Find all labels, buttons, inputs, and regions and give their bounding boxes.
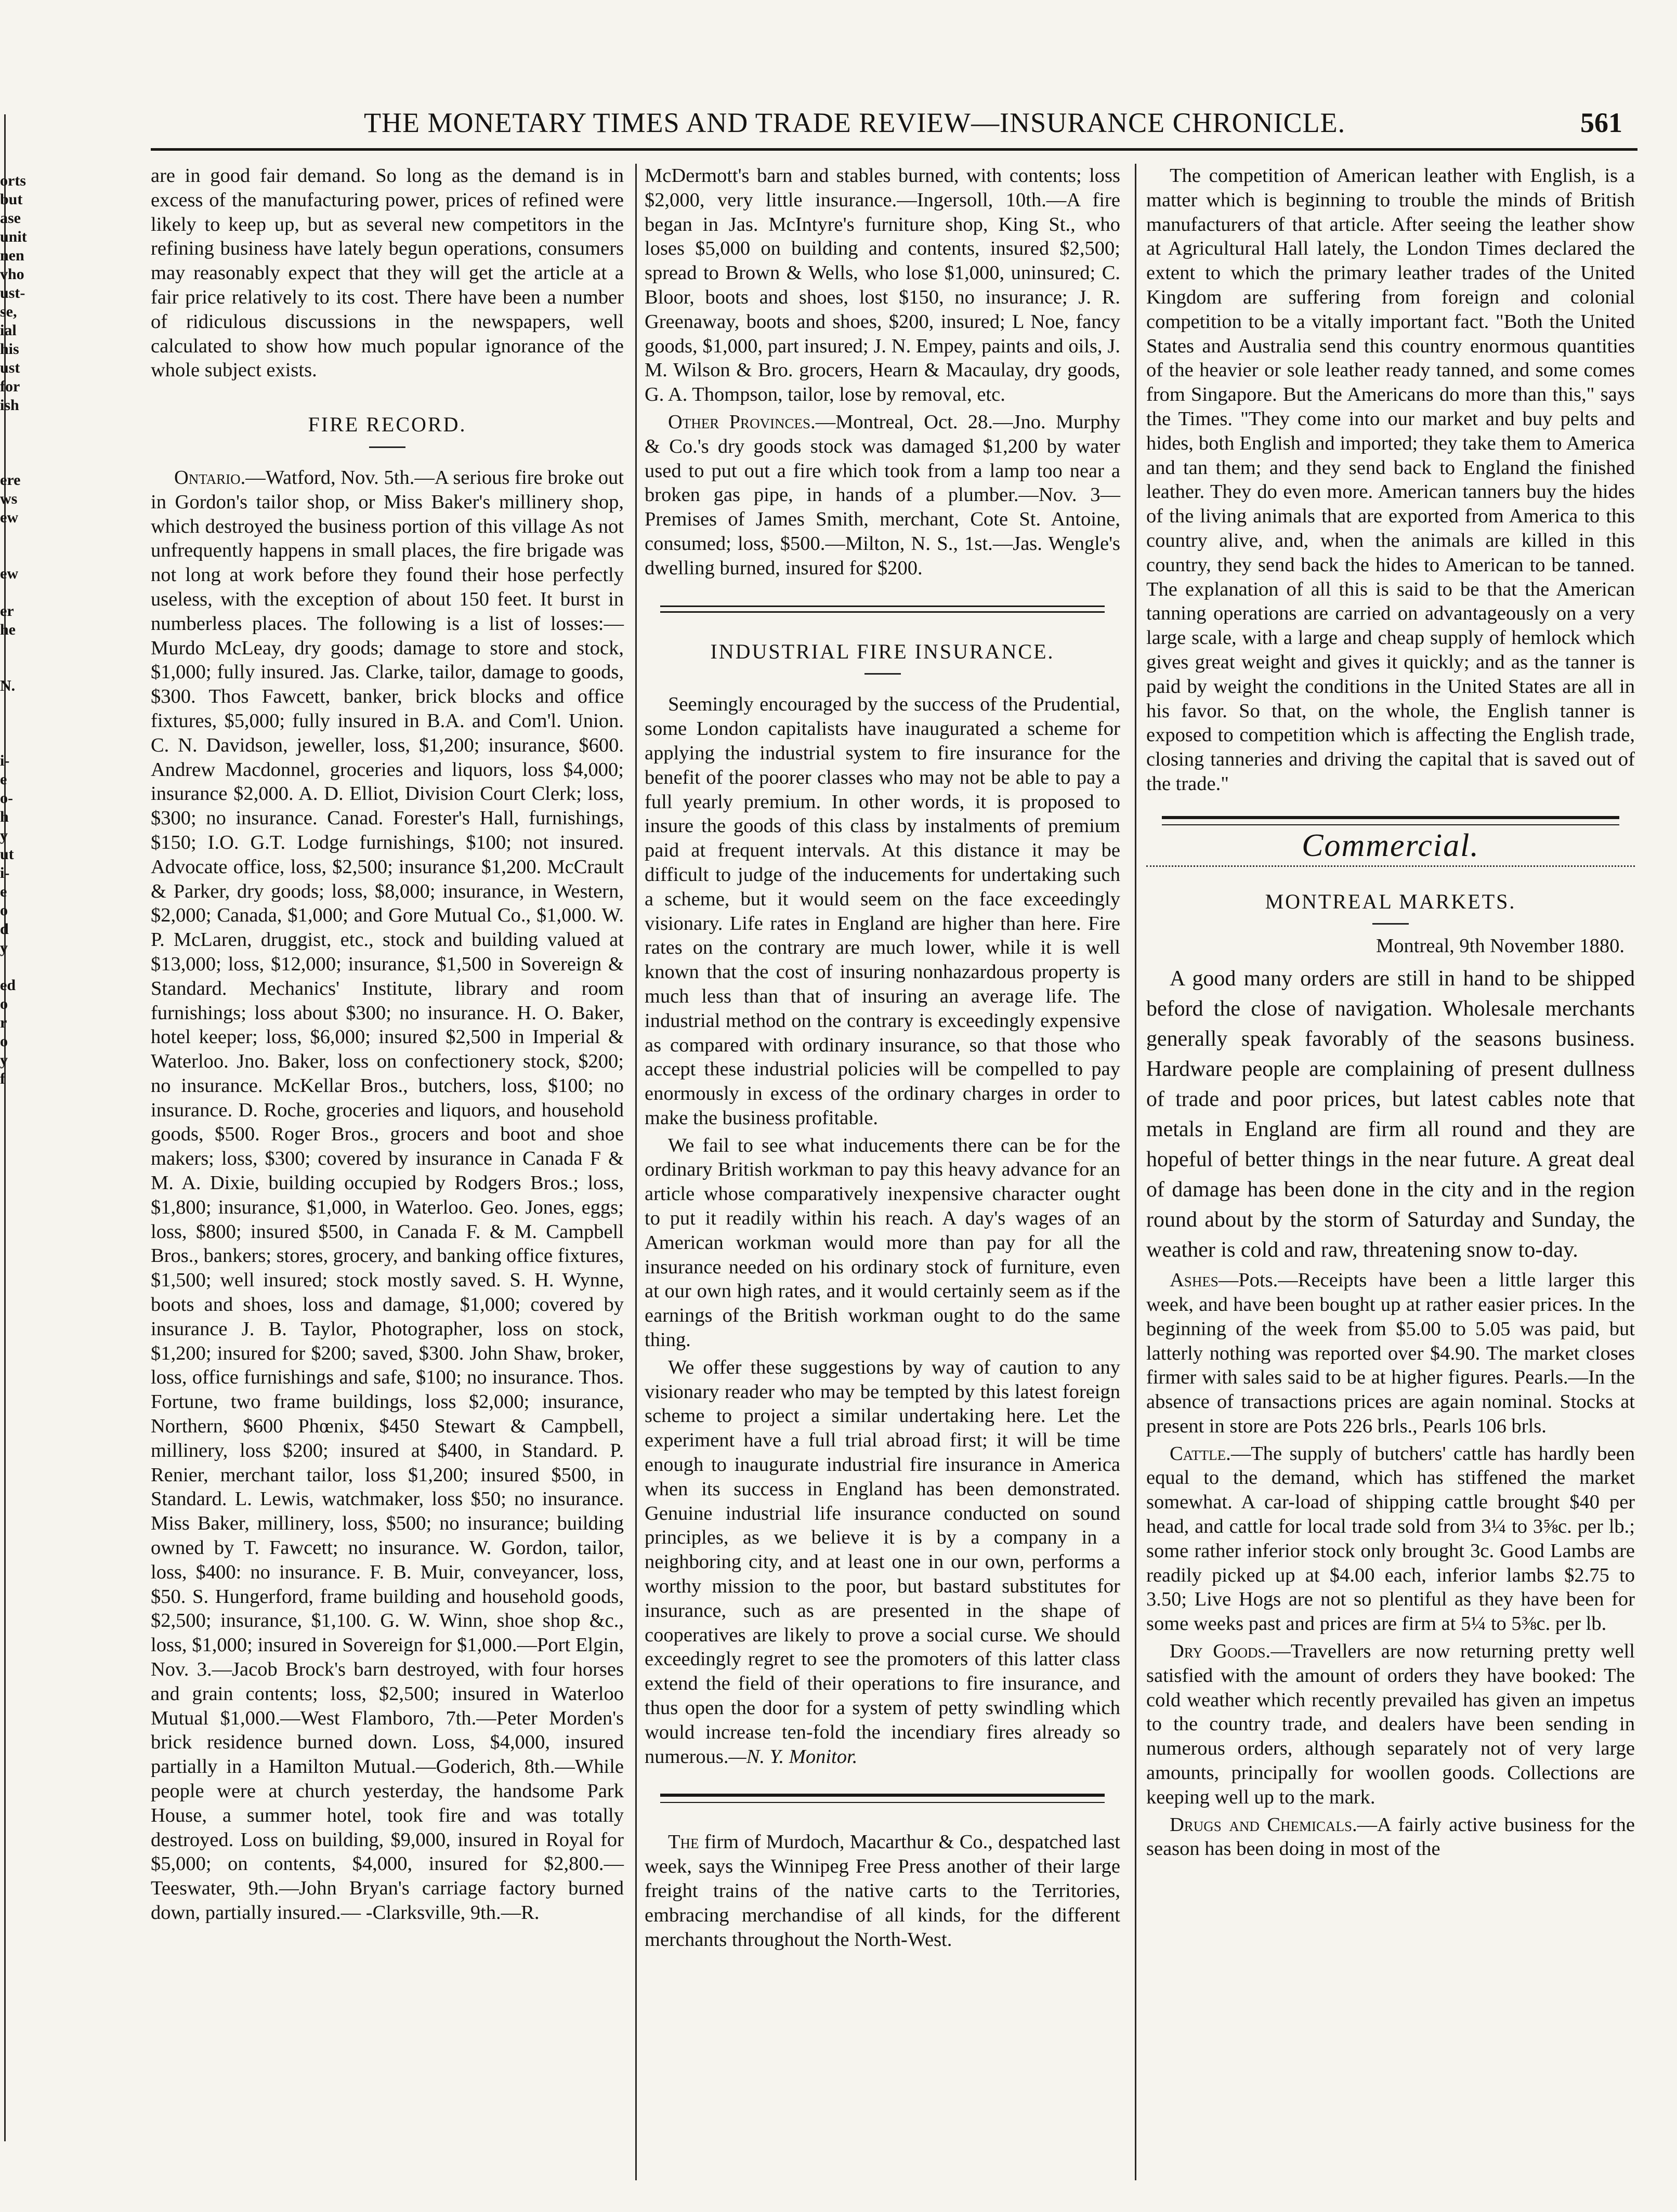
murdoch-lead: The — [668, 1831, 699, 1853]
sugar-paragraph: are in good fair demand. So long as the demand is in excess of the manufacturing power, prices of refined were likely to keep up, but as several new competitors in the refining business have lately begun operations, consumers may reasonably expect that they will get the article at a fair price relatively to its cost. There have been a number of ridiculous discussions in the newspapers, well calculated to show how much popular ignorance of the whole subject exists. — [151, 165, 624, 381]
margin-fragment-line: he — [0, 621, 16, 638]
drugs-report — [1146, 1813, 1635, 1862]
heading-rule — [369, 446, 405, 448]
margin-fragment-line: nen — [0, 247, 24, 264]
margin-fragment-line: o — [0, 1033, 8, 1050]
margin-fragment-line: e — [0, 883, 7, 900]
fire-record-continued: McDermott's barn and stables burned, with contents; loss $2,000, very little insurance.—Ingersoll, 10th.—A fire began in Jas. McIntyre's furniture shop, King St., who loses $5,000 on building and contents, insured $2,500; spread to Brown & Wells, who lose $1,000, uninsured; C. Bloor, boots and shoes, lost $150, no insurance; J. R. Greenaway, boots and shoes, $200, insured; L Noe, fancy goods, $1,000, part insured; J. N. Empey, paints and oils, J. M. Wilson & Bro. grocers, Hearn & Macaulay, dry goods, G. A. Thompson, tailor, lose by removal, etc. — [645, 165, 1120, 406]
margin-fragment-line — [0, 714, 32, 733]
margin-fragment-line — [0, 1201, 32, 1219]
column-1 — [151, 164, 624, 1928]
column-3 — [1146, 164, 1635, 1864]
column-divider — [1135, 164, 1136, 2180]
margin-fragment-line — [0, 527, 32, 546]
margin-fragment-line — [0, 1238, 32, 1257]
margin-fragment-line — [0, 1257, 32, 1275]
ifi-paragraph-2: We fail to see what inducements there can be for the ordinary British workman to pay this heavy advance for an article whose comparatively inexpensive character ought to put it readily within his reach. A day's wages of an American workman would more than pay for all the insurance needed on his ordinary stock of furniture, even at our own high rates, and it would certainly seem as if the earnings of the British workman ought to do the same thing. — [645, 1134, 1120, 1351]
margin-fragment-line: unit — [0, 228, 27, 245]
page-number: 561 — [1580, 107, 1622, 138]
dry-goods-text: —Travellers are now returning pretty well satisfied with the amount of orders they have booked: The cold weather which recently prevailed has given an impetus to the country trade, and dealers have been sending in numerous orders, although separately not of very large amounts, principally for woollen goods. Collections are keeping well up to the mark. — [1146, 1640, 1635, 1808]
ontario-text: —Watford, Nov. 5th.—A serious fire broke out in Gordon's tailor shop, or Miss Baker's millinery shop, which destroyed the business portion of this village As not unfrequently happens in small places, the fire brigade was not long at work before they found their hose perfectly useless, with the exception of about 150 feet. It burst in numberless places. The following is a list of losses:—Murdo McLeay, dry goods; damage to store and stock, $1,000; fully insured. Jas. Clarke, tailor, damage to goods, $300. Thos Fawcett, banker, brick blocks and office fixtures, $5,000; fully insured in B.A. and Com'l. Union. C. N. Davidson, jeweller, loss, $1,200; insurance, $600. Andrew Macdonnel, groceries and liquors, loss $4,000; insurance $2,000. A. D. Elliot, Division Court Clerk; loss, $300; no insurance. Canad. Forester's Hall, furnishings, $150; I.O. G.T. Lodge furnishings, $100; not insured. Advocate office, loss, $2,500; insurance $1,200. McCrault & Parker, dry goods; loss, $8,000; insurance, in Western, $2,000; Canada, $1,000; and Gore Mutual Co., $1,000. W. P. McLaren, druggist, etc., stock and building valued at $13,000; loss, $12,000; insurance, $1,500 in Sovereign & Standard. Mechanics' Institute, library and room furnishings; loss about $300; no insurance. H. O. Baker, hotel keeper; loss, $6,000; insured $2,500 in Imperial & Waterloo. Jno. Baker, loss on confectionery stock, $200; no insurance. McKellar Bros., butchers, loss, $100; no insurance. D. Roche, groceries and liquors, and household goods, $500. Roger Bros., grocers and boot and shoe makers; loss, $300; covered by insurance in Canada F & M. A. Dixie, building occupied by Rodgers Bros.; loss, $1,800; insurance, $1,000, in Waterloo. Geo. Jones, eggs; loss, $800; insured $500, in Canada F. & M. Campbell Bros., bankers; stores, grocery, and banking office fixtures, $1,500; well insured; stock mostly saved. S. H. Wynne, boots and shoes, loss and damage, $1,000; covered by insurance J. B. Taylor, Photographer, loss on stock, $1,200; insured for $200; saved, $300. John Shaw, broker, loss, office furnishings and safe, $100; no insurance. Thos. Fortune, two frame buildings, loss $2,000; insurance, Northern, $600 Phœnix, $450 Stewart & Campbell, millinery, loss $200; insured at $400, in Standard. P. Renier, merchant tailor, loss $1,200; insured $500, in Standard. L. Lewis, watchmaker, loss $50; no insurance. Miss Baker, millinery, loss, $500; no insurance; building owned by T. Fawcett; no insurance. W. Gordon, tailor, loss, $400: no insurance. F. B. Muir, conveyancer, loss, $50. S. Hungerford, frame building and household goods, $2,500; insurance, $1,100. G. W. Winn, shoe shop &c., loss, $1,000; insured in Sovereign for $1,000.—Port Elgin, Nov. 3.—Jacob Brock's barn destroyed, with four horses and grain contents; loss, $2,500; insured in Waterloo Mutual $1,000.—West Flamboro, 7th.—Peter Morden's brick residence burned down. Loss, $4,000, insured partially in a Hamilton Mutual.—Goderich, 8th.—While people were at church yesterday, the handsome Park House, a summer hotel, took fire and was totally destroyed. Loss on building, $9,000, insured in Royal for $5,000; on contents, $4,000, insured for $2,800.—Teeswater, 9th.—John Bryan's carriage factory burned down, partially insured.— -Clarksville, 9th.—R. — [151, 466, 624, 1924]
margin-fragment-line: ew — [0, 565, 18, 582]
margin-fragment-line — [0, 433, 32, 452]
section-rule — [660, 605, 1105, 613]
margin-fragment-line — [0, 695, 32, 714]
margin-fragment-line — [0, 1182, 32, 1201]
margin-fragment-line: o — [0, 902, 8, 919]
other-provinces-text: —Montreal, Oct. 28.—Jno. Murphy & Co.'s dry goods stock was damaged $1,200 by water used to put out a fire which took from a lamp too near a broken gas pipe, in hands of a plumber.—Nov. 3—Premises of James Smith, merchant, Cote St. Antoine, consumed; loss, $500.—Milton, N. S., 1st.—Jas. Wengle's dwelling burned, insured for $200. — [645, 411, 1120, 579]
ifi-paragraph-1: Seemingly encouraged by the success of the Prudential, some London capitalists have inaugurated a scheme for applying the industrial system to fire insurance for the benefit of the poorer classes who may not be able to pay a full yearly premium. In other words, it is proposed to insure the goods of this class by instalments of premium paid at frequent intervals. At this distance it may be difficult to judge of the inducements for undertaking such a scheme, but it would seem on the face exceedingly visionary. Life rates in England are higher than here. Fire rates on the contrary are much lower, while it is well known that the cost of insuring nonhazardous property is much less than that of insuring an average life. The industrial method on the contrary is exceedingly expensive as compared with ordinary insurance, so that those who accept these industrial policies will be compelled to pay enormously in excess of the ordinary charges in order to make the business profitable. — [645, 693, 1120, 1129]
margin-fragment-line: o — [0, 995, 8, 1012]
drugs-label: Drugs and Chemicals. — [1170, 1813, 1357, 1836]
fire-record-heading: FIRE RECORD. — [308, 413, 467, 437]
margin-fragment-line: but — [0, 191, 23, 208]
leather-paragraph: The competition of American leather with English, is a matter which is beginning to trouble the minds of British manufacturers of that article. After seeing the leather show at Agricultural Hall lately, the London Times declared the extent to which the primary leather trades of the United Kingdom are suffering from foreign and colonial competition to be a vitally important fact. "Both the United States and Australia send this country enormous quantities of the heavier or sole leather ready tanned, and some comes from Singapore. But the Americans do more than this," says the Times. "They come into our market and buy pelts and hides, both English and imported; they take them to America and tan them; and they send back to England the finished leather. They do even more. American tanners buy the hides of the living animals that are exported from America to this country alive, and, when the animals are killed in this country, they send back the hides to American to be tanned. The explanation of all this is said to be that the American tanning operations are carried on advantageously on a very large scale, with a large and cheap supply of hemlock which gives great weight and gives it quickly; and as the tanner is paid by weight the conditions in the United States are all in his favor. So that, on the whole, the English tanner is exposed to competition which is affecting the English trade, closing tanneries and driving the capital that is saved out of the trade." — [1146, 165, 1635, 795]
murdoch-paragraph — [645, 1830, 1120, 1952]
column-2 — [645, 164, 1120, 1955]
margin-fragment-line: his — [0, 340, 19, 358]
margin-fragment-line: f — [0, 1070, 5, 1087]
margin-fragment-line: y — [0, 1051, 8, 1069]
margin-fragment-line: se, — [0, 303, 17, 320]
commercial-heading: Commercial. — [1302, 827, 1479, 863]
dry-goods-report — [1146, 1639, 1635, 1810]
cattle-label: Cattle. — [1170, 1442, 1231, 1465]
column-divider — [635, 164, 637, 2180]
margin-fragment-line: ed — [0, 977, 16, 994]
margin-fragment-line: i- — [0, 752, 10, 769]
ashes-text: —Pots.—Receipts have been a little larger this week, and have been bought up at rather easier prices. In the beginning of the week from $5.00 to 5.05 was paid, but latterly nothing was reported over $4.90. The market closes firmer with sales said to be at higher figures. Pearls.—In the absence of transactions prices are again nominal. Stocks at present in store are Pots 226 brls., Pearls 106 brls. — [1146, 1269, 1635, 1437]
margin-fragment-line: ws — [0, 490, 18, 507]
drugs-text: —A fairly active business for the season has been doing in most of the — [1146, 1813, 1635, 1860]
heading-rule — [864, 673, 901, 675]
margin-fragment-line — [0, 546, 32, 564]
margin-fragment-line: vho — [0, 266, 24, 283]
margin-fragment-line — [0, 733, 32, 752]
margin-fragment-line — [0, 658, 32, 677]
margin-fragment-line — [0, 1163, 32, 1182]
fire-record-ontario — [151, 466, 624, 1925]
margin-fragment-line: h — [0, 808, 9, 825]
margin-fragment-line — [0, 415, 32, 433]
margin-fragment-line: d — [0, 920, 9, 938]
murdoch-text: firm of Murdoch, Macarthur & Co., despatched last week, says the Winnipeg Free Press another of their large freight trains of the native carts to the Territories, embracing merchandise of all kinds, for the different merchants throughout the North-West. — [645, 1831, 1120, 1951]
montreal-intro: A good many orders are still in hand to be shipped beford the close of navigation. Wholesale merchants generally speak favorably of the seasons business. Hardware people are complaining of present dullness of trade and poor prices, but latest cables note that metals in England are firm all round and they are hopeful of better things in the near future. A great deal of damage has been done in the city and in the region round about by the storm of Saturday and Sunday, the weather is cold and raw, threatening snow to-day. — [1146, 967, 1635, 1262]
margin-fragment-line — [0, 1088, 32, 1107]
margin-fragment-line: er — [0, 602, 14, 620]
margin-fragment-line: ase — [0, 209, 21, 227]
montreal-markets-heading: MONTREAL MARKETS. — [1265, 889, 1516, 913]
margin-fragment-line — [0, 1107, 32, 1126]
margin-fragment-line: orts — [0, 172, 26, 189]
heading-rule — [1372, 923, 1409, 925]
margin-fragment-line — [0, 452, 32, 471]
margin-fragment-line: y — [0, 827, 8, 844]
margin-fragment-line: N. — [0, 677, 16, 694]
other-provinces-label: Other Provinces. — [668, 411, 816, 433]
industrial-fire-insurance-heading: INDUSTRIAL FIRE INSURANCE. — [710, 639, 1055, 663]
ifi-source: —N. Y. Monitor. — [728, 1745, 858, 1768]
margin-fragment-line: ust — [0, 359, 20, 376]
ashes-report — [1146, 1268, 1635, 1439]
margin-fragment-line: ere — [0, 471, 21, 489]
margin-fragment-line: y — [0, 939, 8, 956]
ashes-label: Ashes — [1170, 1269, 1219, 1292]
margin-fragment-line: ust- — [0, 284, 25, 301]
cattle-text: —The supply of butchers' cattle has hardly been equal to the demand, which has stiffened the market somewhat. A car-load of shipping cattle brought $40 per head, and cattle for local trade sold from 3¼ to 3⅝c. per lb.; some rather inferior stock only brought 3c. Good Lambs are readily picked up at $4.00 each, inferior lambs $2.75 to 3.50; Live Hogs are not so plentiful as they have been for some weeks past and prices are firm at 5¼ to 5⅜c. per lb. — [1146, 1442, 1635, 1635]
other-provinces — [645, 410, 1120, 581]
margin-fragment-line: o- — [0, 789, 13, 807]
margin-fragment-line — [0, 583, 32, 602]
margin-fragment-line: e — [0, 771, 7, 788]
ifi-paragraph-3-text: We offer these suggestions by way of caution to any visionary reader who may be tempted by this latest foreign scheme to project a similar undertaking here. Let the experiment have a full trial abroad first; it will be time enough to inaugurate industrial fire insurance in America when its success in England has been demonstrated. Genuine industrial life insurance conducted on sound principles, as we believe it is by a company in a neighboring city, and at least one in our own, performs a worthy mission to the poor, but bastard substitutes for insurance, such as are presented in the shape of cooperatives are likely to prove a social curse. We should exceedingly regret to see the promoters of this latter class extend the field of their operations to fire insurance, and thus open the door for a system of petty swindling which would increase ten-fold the incendiary fires already so numerous. — [645, 1356, 1120, 1768]
margin-fragment-line: ew — [0, 509, 18, 526]
ifi-paragraph-3 — [645, 1355, 1120, 1769]
margin-fragment-line: ish — [0, 397, 19, 414]
section-rule — [1162, 816, 1619, 825]
margin-fragment-line: ial — [0, 322, 17, 339]
margin-fragment-line — [0, 1126, 32, 1144]
header-rule — [151, 148, 1637, 151]
margin-fragment-line: ut — [0, 846, 14, 863]
dry-goods-label: Dry Goods. — [1170, 1640, 1271, 1663]
margin-fragment-line — [0, 639, 32, 658]
margin-fragment-line — [0, 1275, 32, 1294]
section-rule — [660, 1794, 1105, 1803]
margin-fragment-line: for — [0, 378, 20, 395]
margin-fragment-line — [0, 1144, 32, 1163]
running-head: THE MONETARY TIMES AND TRADE REVIEW—INSURANCE CHRONICLE. — [364, 107, 1346, 138]
margin-fragment-line: r — [0, 1014, 7, 1031]
margin-fragment-line — [0, 1219, 32, 1238]
facing-page-margin-fragment — [0, 172, 32, 1294]
margin-fragment-line — [0, 957, 32, 976]
ontario-label: Ontario. — [174, 466, 246, 489]
margin-fragment-line: i- — [0, 864, 10, 881]
dateline: Montreal, 9th November 1880. — [1376, 935, 1624, 957]
cattle-report — [1146, 1442, 1635, 1636]
